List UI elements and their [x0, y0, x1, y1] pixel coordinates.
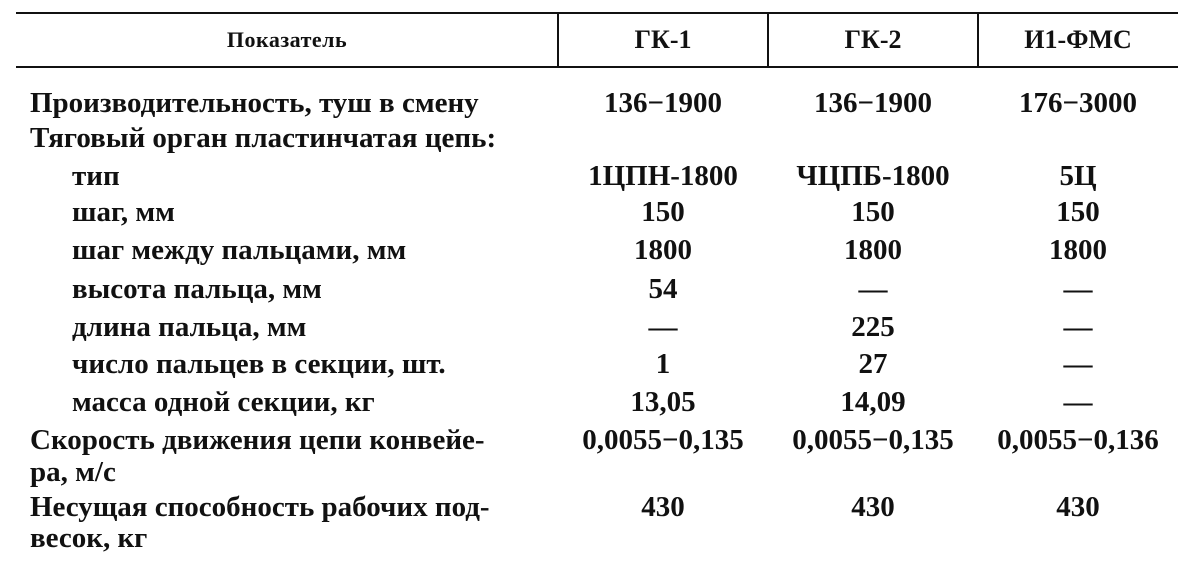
cell-gk1: 1ЦПН-1800 — [588, 160, 738, 192]
cell-gk2: 136−1900 — [813, 87, 933, 119]
cell-i1fms: 1800 — [1049, 234, 1107, 266]
row-label: Скорость движения цепи конвейе- — [30, 424, 485, 456]
row-label: длина пальца, мм — [72, 311, 307, 343]
cell-gk2: 1800 — [844, 234, 902, 266]
row-label-continuation: ра, м/с — [30, 456, 116, 488]
cell-gk2: — — [858, 273, 888, 305]
cell-i1fms: 5Ц — [1059, 160, 1097, 192]
cell-i1fms: 0,0055−0,136 — [997, 424, 1159, 456]
table-header — [16, 12, 1178, 68]
header-col-i1fms: И1-ФМС — [1024, 25, 1132, 54]
cell-i1fms: 176−3000 — [1018, 87, 1138, 119]
cell-gk1: 136−1900 — [603, 87, 723, 119]
cell-gk1: — — [648, 311, 678, 343]
row-label: высота пальца, мм — [72, 273, 322, 305]
header-param: Показатель — [226, 27, 348, 52]
cell-i1fms: — — [1063, 273, 1093, 305]
row-label: шаг между пальцами, мм — [72, 234, 407, 266]
row-label: масса одной секции, кг — [72, 386, 375, 418]
cell-gk2: 27 — [858, 348, 888, 380]
cell-gk2: 430 — [851, 491, 895, 523]
row-label: Производительность, туш в смену — [30, 87, 479, 119]
cell-gk2: 14,09 — [840, 386, 906, 418]
cell-gk2: ЧЦПБ-1800 — [796, 160, 950, 192]
header-col-gk2: ГК-2 — [844, 25, 902, 54]
cell-i1fms: — — [1063, 348, 1093, 380]
row-label: тип — [72, 160, 120, 192]
row-label-continuation: весок, кг — [30, 522, 148, 554]
cell-i1fms: — — [1063, 311, 1093, 343]
row-label: Несущая способность рабочих под- — [30, 491, 490, 523]
cell-gk1: 1 — [655, 348, 671, 380]
cell-gk2: 225 — [851, 311, 895, 343]
cell-gk1: 0,0055−0,135 — [582, 424, 744, 456]
cell-i1fms: 150 — [1056, 196, 1100, 228]
cell-gk1: 1800 — [634, 234, 692, 266]
cell-gk1: 430 — [641, 491, 685, 523]
cell-i1fms: — — [1063, 386, 1093, 418]
row-label: число пальцев в секции, шт. — [72, 348, 446, 380]
cell-gk1: 150 — [641, 196, 685, 228]
row-label: Тяговый орган пластинчатая цепь: — [30, 122, 497, 154]
cell-gk1: 13,05 — [630, 386, 696, 418]
cell-gk2: 0,0055−0,135 — [792, 424, 954, 456]
row-label: шаг, мм — [72, 196, 175, 228]
cell-gk1: 54 — [648, 273, 678, 305]
cell-i1fms: 430 — [1056, 491, 1100, 523]
cell-gk2: 150 — [851, 196, 895, 228]
header-col-gk1: ГК-1 — [634, 25, 692, 54]
